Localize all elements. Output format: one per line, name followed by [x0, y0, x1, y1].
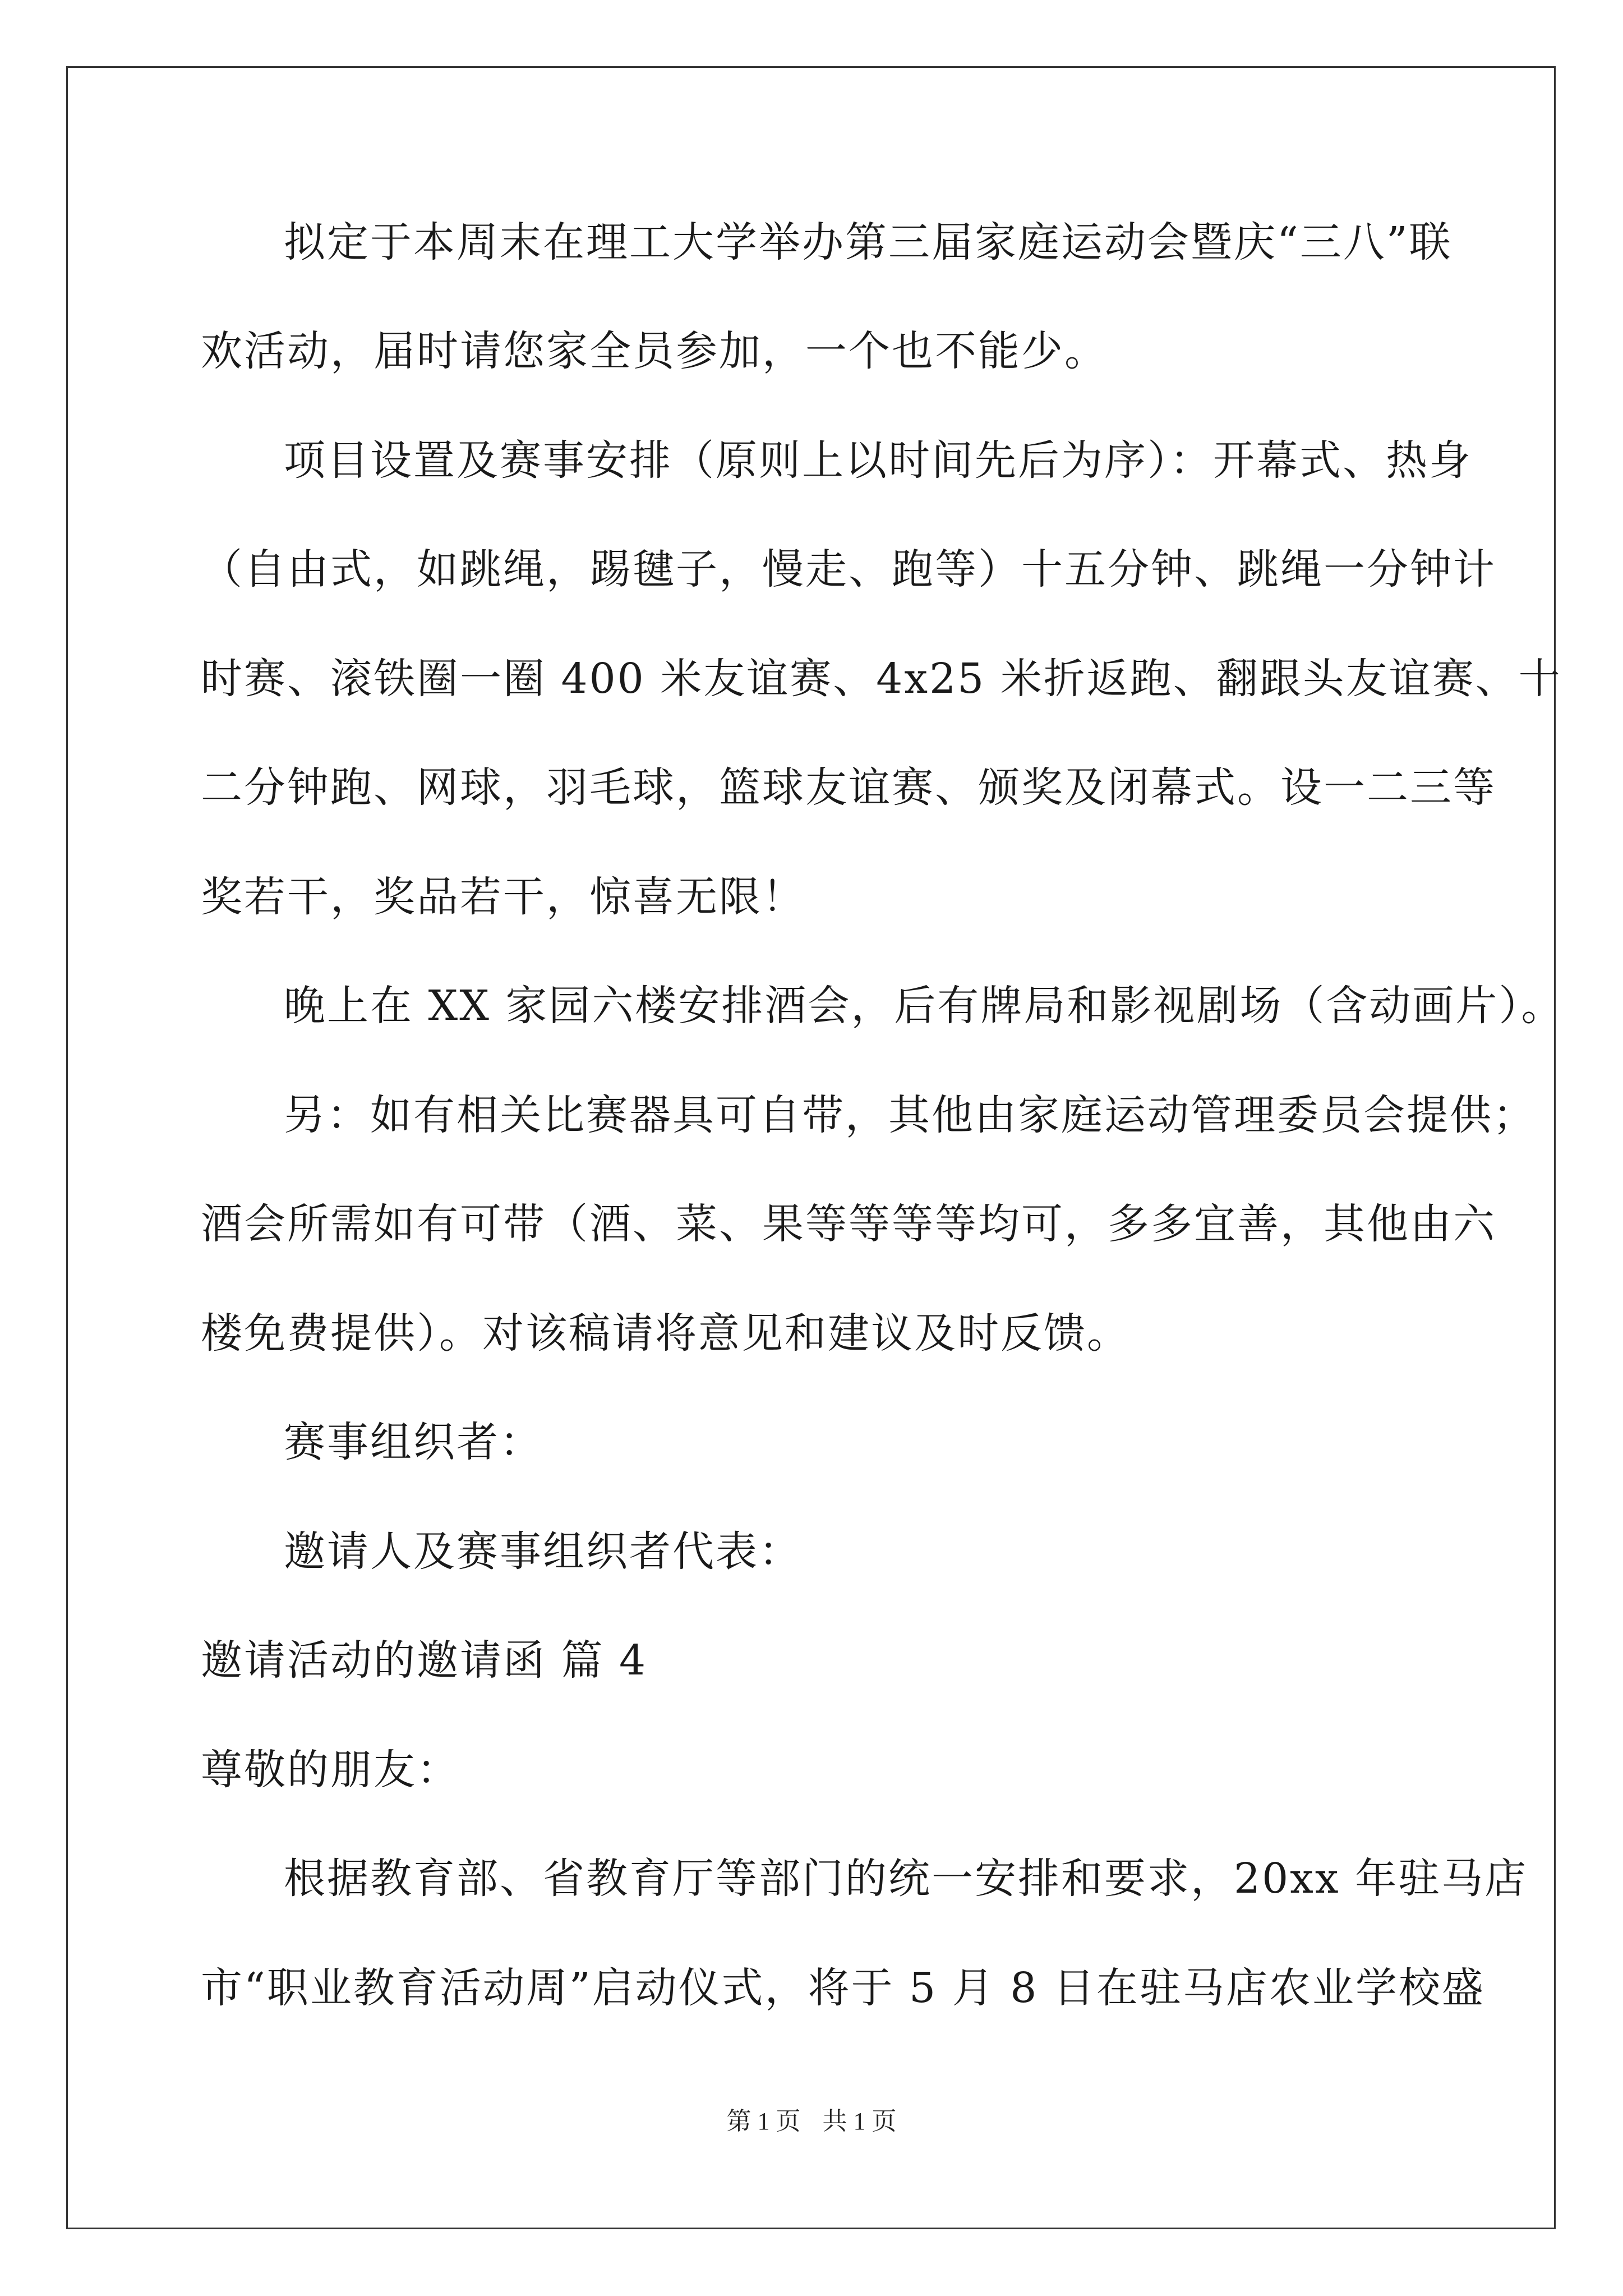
paragraph-line: 另：如有相关比赛器具可自带，其他由家庭运动管理委员会提供； [284, 1091, 1536, 1139]
page-footer [0, 2105, 1623, 2138]
paragraph-line: （自由式，如跳绳，踢毽子，慢走、跑等）十五分钟、跳绳一分钟计 [201, 545, 1496, 593]
page-number: 第 1 页 [726, 2108, 801, 2135]
representative-label: 邀请人及赛事组织者代表： [284, 1527, 802, 1576]
paragraph-line: 二分钟跑、网球，羽毛球，篮球友谊赛、颁奖及闭幕式。设一二三等 [201, 763, 1496, 812]
organizer-label: 赛事组织者： [284, 1418, 543, 1466]
paragraph-line: 酒会所需如有可带（酒、菜、果等等等等均可，多多宜善，其他由六 [201, 1200, 1496, 1248]
salutation: 尊敬的朋友： [201, 1746, 460, 1794]
paragraph-line: 时赛、滚铁圈一圈 400 米友谊赛、4x25 米折返跑、翻跟头友谊赛、十 [201, 655, 1562, 703]
paragraph-line: 根据教育部、省教育厅等部门的统一安排和要求，20xx 年驻马店 [284, 1855, 1528, 1903]
section-heading: 邀请活动的邀请函 篇 4 [201, 1636, 648, 1685]
paragraph-line: 市“职业教育活动周”启动仪式，将于 5 月 8 日在驻马店农业学校盛 [201, 1964, 1485, 2012]
paragraph-line: 项目设置及赛事安排（原则上以时间先后为序）：开幕式、热身 [284, 436, 1472, 485]
paragraph-line: 楼免费提供）。对该稿请将意见和建议及时反馈。 [201, 1309, 1130, 1358]
paragraph-line: 欢活动，届时请您家全员参加，一个也不能少。 [201, 327, 1108, 375]
paragraph-line: 晚上在 XX 家园六楼安排酒会，后有牌局和影视剧场（含动画片）。 [284, 982, 1565, 1030]
paragraph-line: 奖若干，奖品若干，惊喜无限！ [201, 873, 805, 921]
paragraph-line: 拟定于本周末在理工大学举办第三届家庭运动会暨庆“三八”联 [284, 218, 1453, 266]
page-total: 共 1 页 [822, 2108, 897, 2135]
